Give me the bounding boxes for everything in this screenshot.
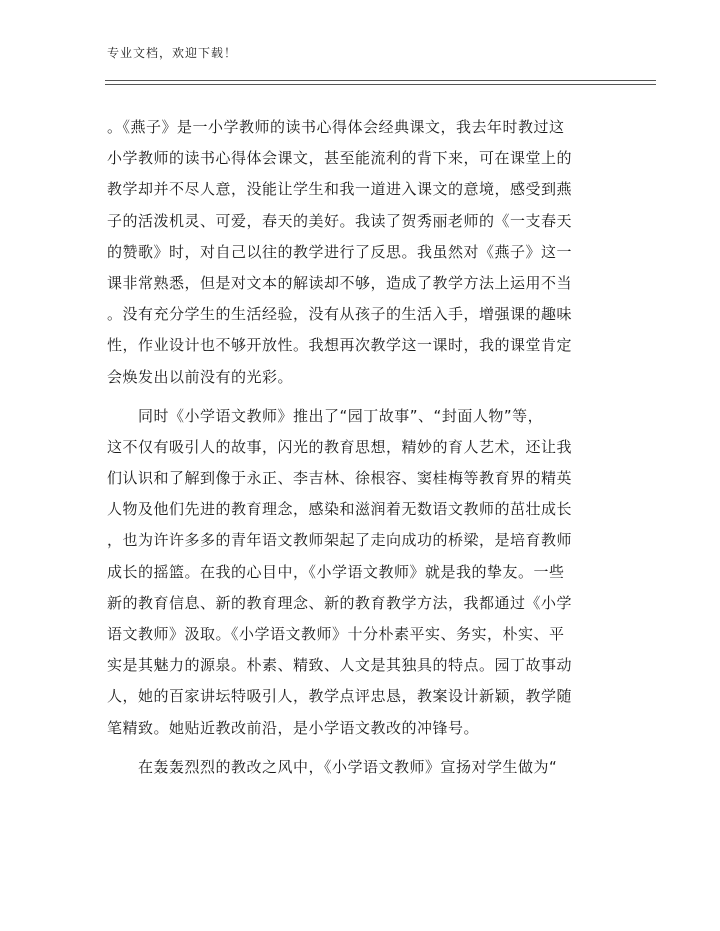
text-line: 实是其魅力的源泉。朴素、精致、人文是其独具的特点。园丁故事动 (107, 656, 573, 675)
text-line: 笔精致。她贴近教改前沿，是小学语文教改的冲锋号。 (107, 718, 480, 737)
text-line: 会焕发出以前没有的光彩。 (107, 367, 294, 386)
paragraph-2 (107, 401, 612, 744)
text-line: 语文教师》汲取。《小学语文教师》十分朴素平实、务实，朴实、平 (107, 625, 565, 643)
header-divider-top (105, 80, 656, 81)
paragraph-gap (107, 744, 612, 752)
text-line: 课非常熟悉，但是对文本的解读却不够，造成了教学方法上运用不当 (107, 273, 573, 292)
text-line: 人物及他们先进的教育理念，感染和滋润着无数语文教师的茁壮成长 (107, 500, 573, 519)
text-line: 教学却并不尽人意，没能让学生和我一道进入课文的意境，感受到燕 (107, 180, 573, 199)
text-line: 性，作业设计也不够开放性。我想再次教学这一课时，我的课堂肯定 (107, 336, 573, 355)
text-line: 们认识和了解到像于永正、李吉林、徐根容、窦桂梅等教育界的精英 (107, 469, 573, 488)
text-line: 成长的摇篮。在我的心目中，《小学语文教师》就是我的挚友。一些 (107, 562, 565, 581)
text-line: 。没有充分学生的生活经验，没有从孩子的生活入手，增强课的趣味 (107, 305, 573, 324)
text-line: 新的教育信息、新的教育理念、新的教育教学方法，我都通过《小学 (107, 593, 573, 612)
paragraph-1 (107, 112, 612, 393)
text-line: 同时《小学语文教师》推出了“园丁故事”、“封面人物”等， (107, 406, 544, 425)
text-line: 子的活泼机灵、可爱，春天的美好。我读了贺秀丽老师的《一支春天 (107, 211, 573, 230)
text-line: 小学教师的读书心得体会课文，甚至能流利的背下来，可在课堂上的 (107, 149, 573, 168)
document-body (107, 112, 612, 783)
text-line: 。《燕子》是一小学教师的读书心得体会经典课文，我去年时教过这 (107, 118, 565, 136)
text-line: 这不仅有吸引人的故事，闪光的教育思想，精妙的育人艺术，还让我 (107, 437, 573, 456)
text-line: 的赞歌》时，对自己以往的教学进行了反思。我虽然对《燕子》这一 (107, 242, 573, 261)
paragraph-gap (107, 393, 612, 401)
header-divider-bottom (105, 84, 656, 85)
page-header: 专业文档，欢迎下载！ (107, 46, 238, 60)
text-line: 在轰轰烈烈的教改之风中，《小学语文教师》宣扬对学生做为“ (107, 757, 558, 776)
paragraph-3 (107, 752, 612, 783)
text-line: ，也为许许多多的青年语文教师架起了走向成功的桥梁，是培育教师 (107, 531, 573, 550)
text-line: 人，她的百家讲坛特吸引人，教学点评忠恳，教案设计新颖，教学随 (107, 687, 573, 706)
